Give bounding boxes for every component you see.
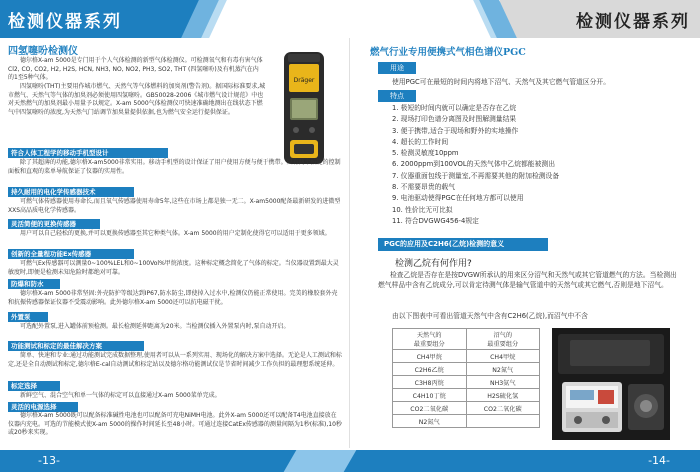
right-header-title: 检测仪器系列 — [576, 12, 690, 32]
feature-item: 8. 不需要昂贵的载气 — [392, 183, 456, 192]
footer — [0, 450, 700, 472]
table-cell: CO2二氧化碳 — [466, 402, 540, 415]
feature-item: 4. 超长的工作时间 — [392, 137, 449, 146]
section-title-waterproof: 防爆和防水 — [8, 279, 60, 289]
feature-item: 2. 现场打印色谱分离图及时图解测量结果 — [392, 115, 517, 124]
right-product-title: 燃气行业专用便携式气相色谱仪PGC — [370, 47, 526, 58]
right-header — [350, 0, 700, 38]
table-header-natural-gas: 天然气的 最重要组分 — [393, 329, 467, 350]
page-divider — [349, 38, 350, 448]
feature-item: 1. 极短的时间内就可以确定是否存在乙烷 — [392, 104, 517, 112]
section-title-design: 符合人体工程学的移动手机型设计 — [8, 148, 168, 158]
table-row — [393, 376, 540, 389]
feature-list — [392, 103, 672, 227]
table-cell — [466, 415, 540, 428]
left-header-title: 检测仪器系列 — [8, 12, 122, 32]
left-header — [0, 0, 350, 38]
application-body-1: 检查乙烷是否存在是按DVGW所承认的用来区分沼气和天然气或其它管道燃气的方法。当检测出燃气样品中含有乙烷成分,可以肯定待测气体是输气管道中的天然气或其它燃气,否则是地下沼气。 — [378, 271, 677, 289]
left-product-title: 四氢噻吩检测仪 — [8, 46, 78, 57]
table-row — [393, 389, 540, 402]
use-text: 使用PGC可在最短的时间内将地下沼气、天然气及其它燃气管道区分开。 — [392, 78, 611, 86]
pgc-kit-image — [550, 326, 672, 442]
table-cell: NH3氨气 — [466, 376, 540, 389]
section-title-power: 灵活的电源选择 — [8, 402, 78, 412]
feature-item: 5. 检测灵敏度10ppm — [392, 149, 459, 158]
application-body-2: 由以下图表中可看出管道天然气中含有C2H6(乙烷),而沼气中不含 — [392, 312, 588, 320]
gas-component-table — [392, 328, 540, 428]
feature-item: 9. 电池驱动使得PGC在任何地方都可以使用 — [392, 194, 524, 203]
table-row — [393, 350, 540, 363]
section-title-calibration-solution: 功能测试和标定的最佳解决方案 — [8, 341, 144, 351]
section-title-ex: 创新的全量程功能Ex传感器 — [8, 249, 134, 259]
left-intro-1: 德尔格X-am 5000是专门用于个人气体检测的新型气体检测仪。可检测氧气和有毒有害气体Cl2, CO, CO2, H2, H2S, HCN, NH3, NO, NO2, PH3, SO2, THT (四氢噻吩)及有机蒸汽在内的1至5种气体。 — [8, 57, 263, 82]
left-page-number: -13- — [38, 454, 60, 467]
footer-stripe — [284, 450, 357, 472]
section-text-design: 除了其超薄的功能,德尔格X-am5000非常实用。移动手机型的设计保证了用户使用方便与便于携带。只有两个按键的控制面板和直观的菜单导航保证了仪器的实用性。 — [8, 159, 341, 175]
table-row — [393, 402, 540, 415]
table-cell: CO2二氧化碳 — [393, 402, 467, 415]
section-text-power: 德尔格X-am 5000既可以配备标准碱性电池也可以配备可充电NiMH电池。此外X-am 5000还可以配备T4电池直接放在仪器内充电。可选的节能模式使X-am 5000的操作时间延长至48小时。可通过连接CatEx传感器的测量间隔为1秒(标准),10秒或20秒来实现。 — [8, 412, 342, 437]
table-cell: H2S硫化氢 — [466, 389, 540, 402]
section-text-ex: 可燃气Ex传感器可以测量0~100%LEL和0~100Vol%甲烷浓度。这种标定概念简化了气体的标定。当仪器设置到最大灵敏度时,即便是检测未知危险时都绝对可靠。 — [8, 260, 339, 276]
application-banner: PGC的应用及C2H6(乙烷)检测的意义 — [378, 238, 548, 251]
section-title-swap: 灵活简便的更换传感器 — [8, 219, 100, 229]
section-title-calibration: 标定选择 — [8, 381, 60, 391]
section-text-sensor: 可燃气体传感器使用寿命长,而且氧气传感器使用寿命5年,这些在市场上都是独一无二。X-am5000配备最新研发的进微型XXS高品质电化学传感器。 — [8, 198, 341, 214]
table-cell: C2H6乙烷 — [393, 363, 467, 376]
feature-item: 11. 符合DVGWG456-4规定 — [392, 216, 479, 225]
section-text-pump: 可选配外置泵,进入罐体前预检测。最长检测延伸距离为20米。当检测仪插入外置泵内时,泵自动开启。 — [20, 323, 290, 330]
feature-item: 7. 仪器重面包线于测量室,不再需要其他的附加检测设备 — [392, 171, 560, 180]
table-header-row — [393, 329, 540, 350]
table-cell: N2氮气 — [466, 363, 540, 376]
table-cell: C3H8丙烷 — [393, 376, 467, 389]
section-text-swap: 用户可以自己轻松的更换,并可以更换传感器至其它种类气体。X-am 5000的用户定制化使得它可以适用于更多领域。 — [20, 230, 331, 237]
section-text-waterproof: 德尔格X-am 5000非常坚固:外壳防护等级达到IP67,防水防尘,即使掉入过水中,检测仪仍能正常使用。完美的橡胶套外壳和抗振传感器保证仪器不受震动影响。此外德尔格X-am 5000还可以抗电磁干扰。 — [8, 290, 338, 306]
feature-item: 10. 性价比无可比拟 — [392, 205, 453, 214]
feature-tag: 特点 — [378, 90, 416, 102]
feature-item: 6. 2000ppm到100VOL的天然气体中乙烷都能被测出 — [392, 160, 555, 169]
table-cell: N2氮气 — [393, 415, 467, 428]
table-row — [393, 363, 540, 376]
table-header-biogas: 沼气的 最重要组分 — [466, 329, 540, 350]
device-brand: Dräger — [293, 77, 315, 84]
section-text-calibration-solution: 简单、快速和专业:通过功能测试完成数据整理,使用者可以从一系列实用、现场化的解决方案中选择。无论是人工测试和标定,还是全自动测试和标定,德尔格E-cal自动测试和标定站以及德尔格功能测试仪是节省时间减少工作负担的最理想系统延伸。 — [8, 352, 342, 368]
section-title-pump: 外置泵 — [8, 312, 48, 322]
table-cell: C4H10丁烷 — [393, 389, 467, 402]
table-cell: CH4甲烷 — [393, 350, 467, 363]
table-cell: CH4甲烷 — [466, 350, 540, 363]
left-intro-2: 四氢噻吩(THT)主要用作城市燃气、天然气等气体燃料的加臭剂(警告剂)。据国际标准要求,城市燃气、天然气等气体的加臭剂必须使用四氢噻吩。GB50028-2006《城市燃气设计规范》中也对天然燃气的加臭剂最小用量予以规定。X-am 5000气体检测仪可快速准确地测出在线状态下燃气中四氢噻吩的浓度,为天然气门站调节加臭量提供依据,也为燃气安全运行提供保证。 — [8, 83, 266, 116]
use-tag: 用途 — [378, 62, 416, 74]
feature-item: 3. 便于携带,适合于现场和野外的实地操作 — [392, 126, 519, 135]
gas-detector-image — [270, 48, 340, 168]
table-row — [393, 415, 540, 428]
section-text-calibration: 新鲜空气、混合空气和单一气体的标定可以直接通过X-am 5000菜单完成。 — [20, 392, 221, 399]
right-page-number: -14- — [648, 454, 670, 467]
application-subhead: 检测乙烷有何作用? — [395, 259, 472, 269]
section-title-sensor: 持久耐用的电化学传感器技术 — [8, 187, 134, 197]
